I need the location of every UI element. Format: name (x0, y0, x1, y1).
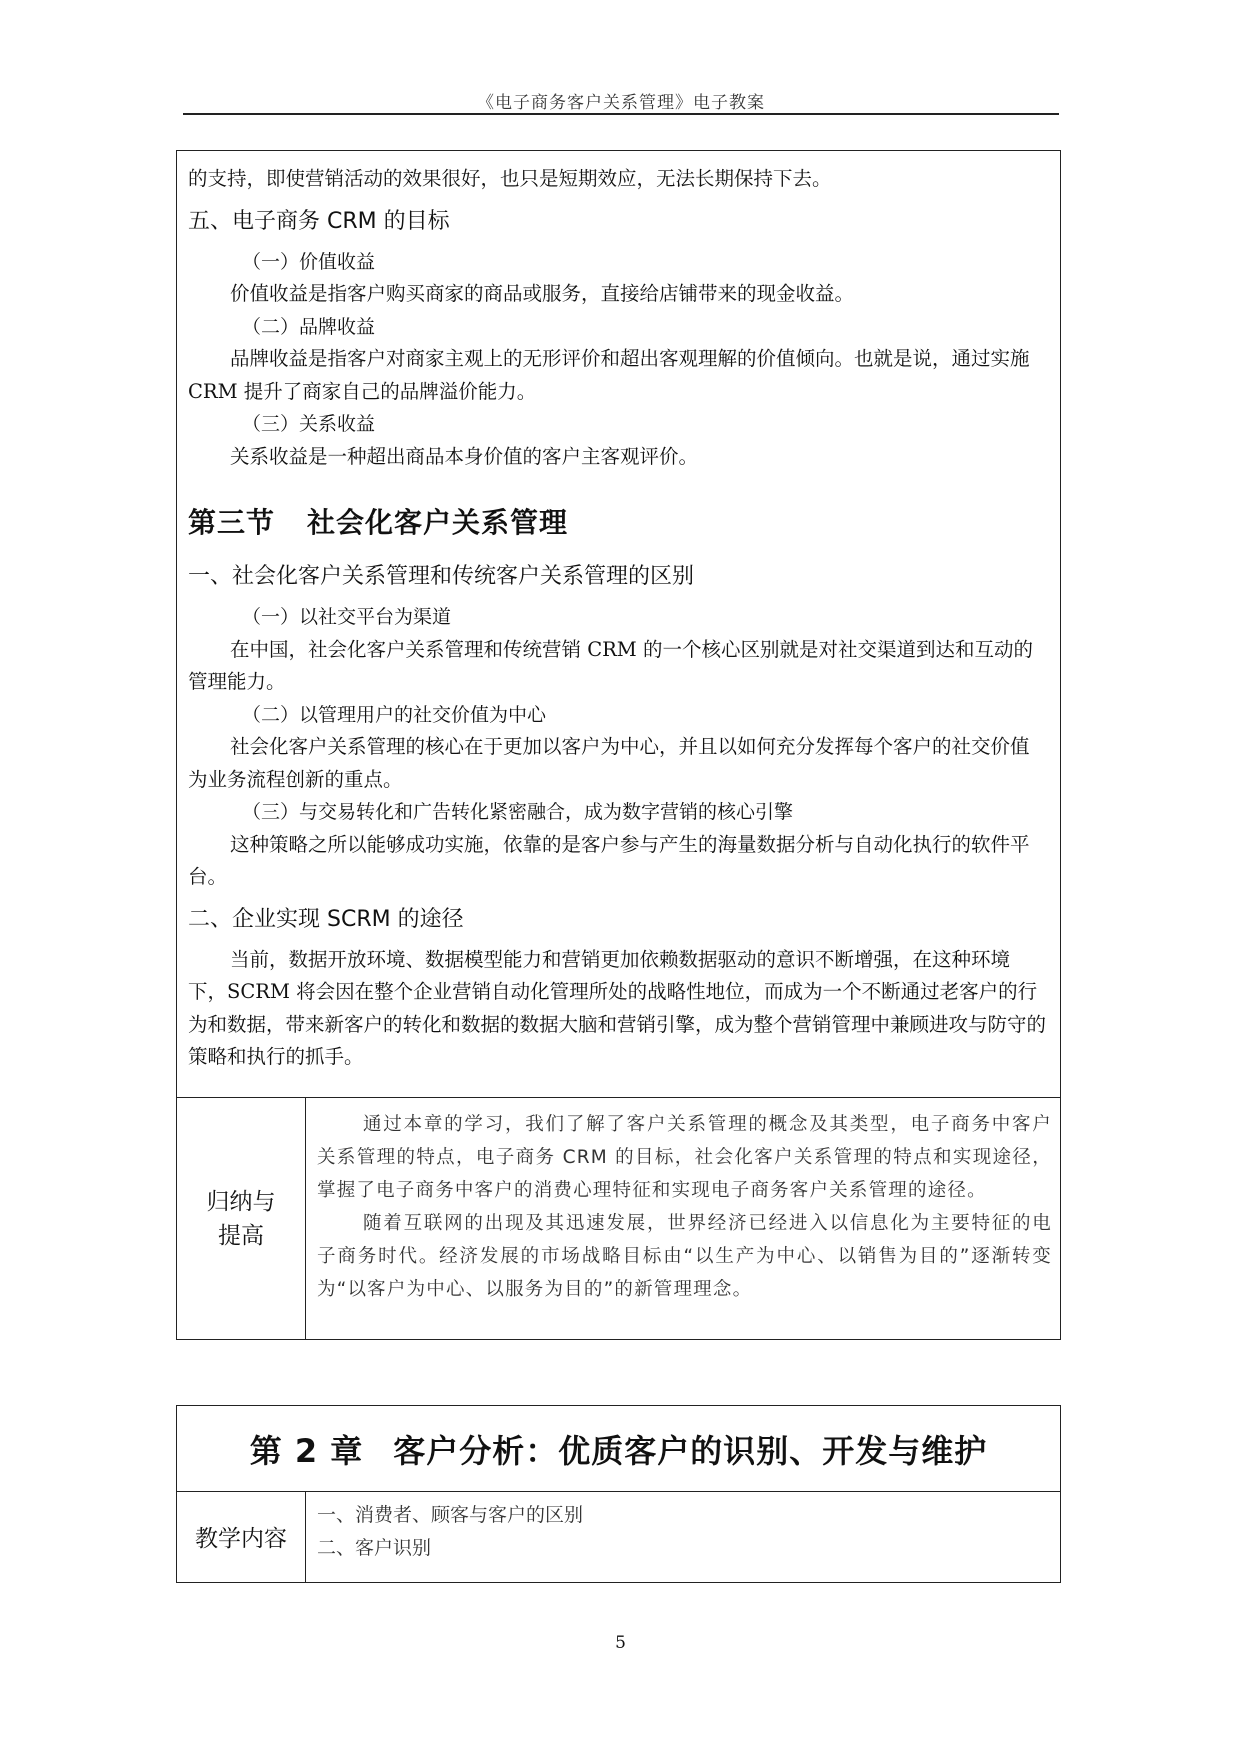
part1-sub-1: （一）以社交平台为渠道 (242, 606, 452, 628)
part2-heading: 二、企业实现 SCRM 的途径 (188, 906, 464, 932)
intro-line: 的支持，即使营销活动的效果很好，也只是短期效应，无法长期保持下去。 (188, 167, 832, 190)
teaching-content-list (305, 1491, 1060, 1582)
part2-text: 当前，数据开放环境、数据模型能力和营销更加依赖数据驱动的意识不断增强，在这种环境下，SCRM 将会因在整个企业营销自动化管理所处的战略性地位，而成为一个不断通过老客户的行为和数据，带来新客户的转化和数据的数据大脑和营销引擎，成为整个营销管理中兼顾进攻与防守的策略和执行的抓手。 (188, 947, 1047, 1068)
section3-heading (188, 503, 1046, 543)
teaching-item-2: 二、客户识别 (317, 1537, 432, 1559)
section5-heading: 五、电子商务 CRM 的目标 (188, 208, 450, 234)
summary-text (305, 1098, 1060, 1339)
lesson-table (176, 150, 1061, 1340)
part1-text-1: 在中国，社会化客户关系管理和传统营销 CRM 的一个核心区别就是对社交渠道到达和互动的管理能力。 (188, 637, 1033, 693)
summary-label-line1: 归纳与 (206, 1188, 276, 1215)
section5-sub-3: （三）关系收益 (242, 413, 376, 435)
page-header: 《电子商务客户关系管理》电子教案 (477, 93, 765, 113)
part1-sub-3: （三）与交易转化和广告转化紧密融合，成为数字营销的核心引擎 (242, 801, 794, 823)
summary-label (177, 1098, 306, 1339)
summary-para-1: 通过本章的学习，我们了解了客户关系管理的概念及其类型，电子商务中客户关系管理的特点，电子商务 CRM 的目标，社会化客户关系管理的特点和实现途径，掌握了电子商务中客户的消费心理特征和实现电子商务客户关系管理的途径。 (317, 1114, 1052, 1201)
chapter2-title (177, 1406, 1060, 1492)
chapter2-title-text: 客户分析：优质客户的识别、开发与维护 (393, 1431, 988, 1470)
section5-text-1: 价值收益是指客户购买商家的商品或服务，直接给店铺带来的现金收益。 (230, 282, 855, 305)
section3-heading-title: 社会化客户关系管理 (307, 506, 569, 539)
part1-text-3: 这种策略之所以能够成功实施，依靠的是客户参与产生的海量数据分析与自动化执行的软件平台。 (188, 832, 1030, 888)
summary-label-line2: 提高 (218, 1222, 264, 1249)
chapter2-table (176, 1405, 1061, 1583)
section5-sub-2: （二）品牌收益 (242, 315, 376, 338)
section5-text-2: 品牌收益是指客户对商家主观上的无形评价和超出客观理解的价值倾向。也就是说，通过实施 CRM 提升了商家自己的品牌溢价能力。 (188, 347, 1030, 403)
summary-row (177, 1098, 1060, 1339)
teaching-item-1: 一、消费者、顾客与客户的区别 (317, 1504, 584, 1526)
part1-text-2: 社会化客户关系管理的核心在于更加以客户为中心，并且以如何充分发挥每个客户的社交价值为业务流程创新的重点。 (188, 735, 1030, 791)
page-number: 5 (615, 1633, 626, 1653)
header-divider (183, 113, 1059, 115)
part1-sub-2: （二）以管理用户的社交价值为中心 (242, 703, 547, 726)
chapter2-title-num: 第 2 章 (249, 1431, 364, 1470)
summary-para-2: 随着互联网的出现及其迅速发展，世界经济已经进入以信息化为主要特征的电子商务时代。经济发展的市场战略目标由“以生产为中心、以销售为目的”逐渐转变为“以客户为中心、以服务为目的”的新管理理念。 (317, 1213, 1052, 1300)
part1-heading: 一、社会化客户关系管理和传统客户关系管理的区别 (188, 564, 695, 589)
section3-heading-num: 第三节 (188, 506, 276, 539)
teaching-content-label: 教学内容 (177, 1491, 306, 1582)
section5-sub-1: （一）价值收益 (242, 250, 376, 273)
content-cell (177, 151, 1060, 1098)
section5-text-3: 关系收益是一种超出商品本身价值的客户主客观评价。 (230, 444, 699, 468)
